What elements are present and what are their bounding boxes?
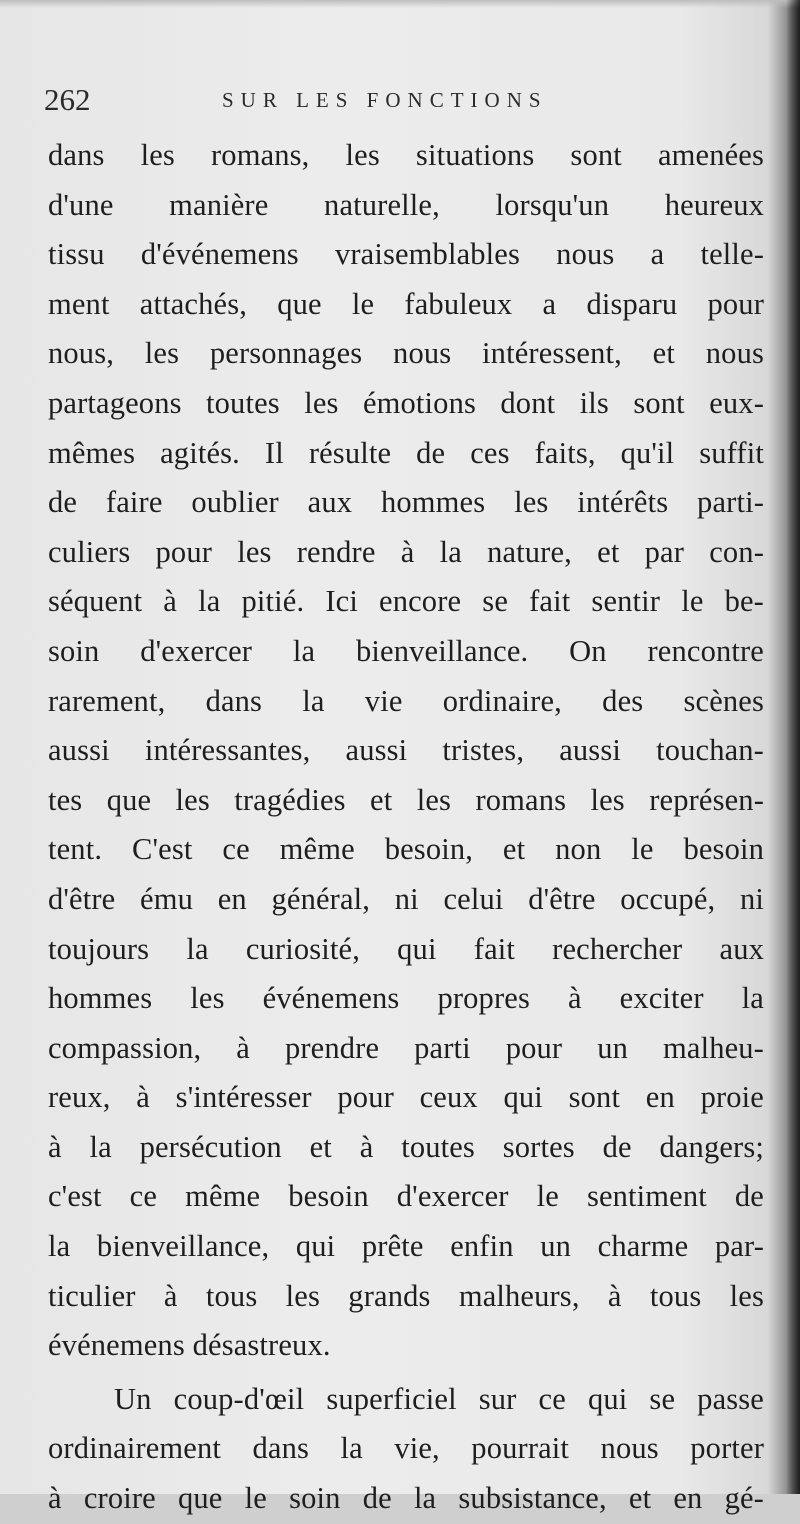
- text-line: ment attachés, que le fabuleux a disparu pour: [48, 286, 764, 321]
- running-head: SUR LES FONCTIONS: [222, 88, 548, 112]
- text-line-paragraph-start: Un coup-d'œil superficiel sur ce qui se passe: [114, 1381, 764, 1416]
- text-line: c'est ce même besoin d'exercer le sentiment de: [48, 1179, 764, 1214]
- page-header: [44, 78, 784, 122]
- text-line: de faire oublier aux hommes les intérêts parti-: [48, 485, 764, 520]
- text-line: soin d'exercer la bienveillance. On rencontre: [48, 633, 764, 668]
- text-line: compassion, à prendre parti pour un malheu-: [48, 1030, 764, 1065]
- text-line: toujours la curiosité, qui fait rechercher aux: [48, 931, 764, 966]
- text-line: dans les romans, les situations sont amenées: [48, 138, 764, 172]
- text-line-paragraph-end: événemens désastreux.: [48, 1328, 331, 1363]
- page-top-shadow: [0, 0, 800, 8]
- text-line: tent. C'est ce même besoin, et non le besoin: [48, 832, 764, 867]
- text-line: à la persécution et à toutes sortes de dangers;: [48, 1129, 764, 1164]
- text-line: aussi intéressantes, aussi tristes, aussi touchan-: [48, 733, 764, 768]
- text-line: culiers pour les rendre à la nature, et par con-: [48, 534, 764, 569]
- text-line: rarement, dans la vie ordinaire, des scènes: [48, 683, 764, 718]
- page-binding-shadow: [786, 0, 800, 1494]
- text-line: tes que les tragédies et les romans les représen-: [48, 782, 764, 817]
- text-line: nous, les personnages nous intéressent, et nous: [48, 336, 764, 371]
- text-line: partageons toutes les émotions dont ils sont eux-: [48, 385, 764, 420]
- text-line: ticulier à tous les grands malheurs, à tous les: [48, 1278, 764, 1313]
- text-line: tissu d'événemens vraisemblables nous a telle-: [48, 237, 764, 272]
- text-line: d'être ému en général, ni celui d'être occupé, ni: [48, 881, 764, 916]
- text-line: hommes les événemens propres à exciter la: [48, 981, 764, 1016]
- text-line: ordinairement dans la vie, pourrait nous porter: [48, 1431, 764, 1466]
- text-line: à croire que le soin de la subsistance, et en gé-: [48, 1481, 764, 1516]
- body-text: [48, 131, 764, 1524]
- text-line: la bienveillance, qui prête enfin un charme par-: [48, 1229, 764, 1264]
- text-line: séquent à la pitié. Ici encore se fait sentir le be-: [48, 584, 764, 619]
- text-line: d'une manière naturelle, lorsqu'un heureux: [48, 187, 764, 222]
- page-number: 262: [44, 82, 91, 117]
- text-line: reux, à s'intéresser pour ceux qui sont en proie: [48, 1080, 764, 1115]
- text-line: mêmes agités. Il résulte de ces faits, qu'il suffit: [48, 435, 764, 470]
